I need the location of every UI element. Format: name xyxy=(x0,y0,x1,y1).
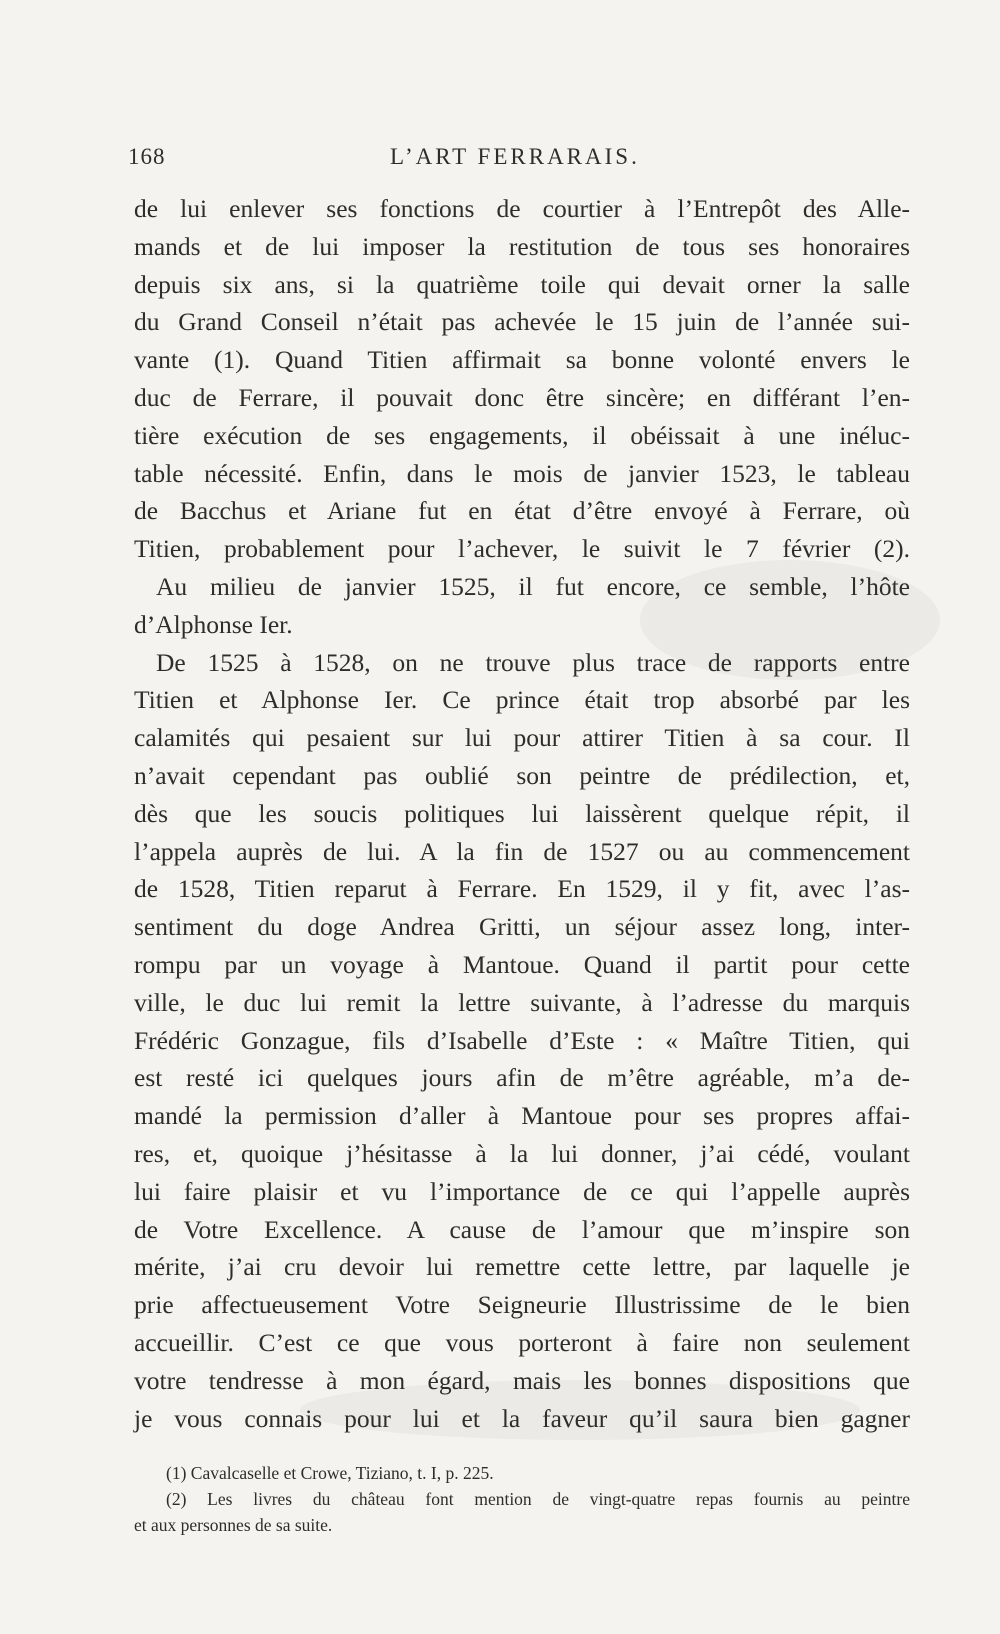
text-line: sentiment du doge Andrea Gritti, un séjour assez long, inter- xyxy=(134,912,910,942)
page-header xyxy=(128,144,892,174)
footnotes xyxy=(134,1460,910,1538)
text-line: tière exécution de ses engagements, il obéissait à une inéluc- xyxy=(134,420,910,450)
text-line: mandé la permission d’aller à Mantoue pour ses propres affai- xyxy=(134,1101,910,1131)
text-line: duc de Ferrare, il pouvait donc être sincère; en différant l’en- xyxy=(134,382,910,412)
footnote-1: (1) Cavalcaselle et Crowe, Tiziano, t. I, p. 225. xyxy=(166,1463,494,1483)
text-line: calamités qui pesaient sur lui pour attirer Titien à sa cour. Il xyxy=(134,723,910,753)
footnote-2: (2) Les livres du château font mention de vingt-quatre repas fournis au peintre xyxy=(166,1489,910,1509)
text-line: prie affectueusement Votre Seigneurie Illustrissime de le bien xyxy=(134,1290,910,1320)
text-line: n’avait cependant pas oublié son peintre de prédilection, et, xyxy=(134,760,910,790)
text-line: depuis six ans, si la quatrième toile qui devait orner la salle xyxy=(134,269,910,299)
text-line: je vous connais pour lui et la faveur qu’il saura bien gagner xyxy=(134,1403,910,1433)
text-line: ville, le duc lui remit la lettre suivante, à l’adresse du marquis xyxy=(134,987,910,1017)
text-line: lui faire plaisir et vu l’importance de ce qui l’appelle auprès xyxy=(134,1176,910,1206)
page-number: 168 xyxy=(128,144,166,169)
body-text xyxy=(134,190,910,1437)
text-line: De 1525 à 1528, on ne trouve plus trace de rapports entre xyxy=(156,647,910,677)
text-line: rompu par un voyage à Mantoue. Quand il partit pour cette xyxy=(134,949,910,979)
text-line: Titien, probablement pour l’achever, le suivit le 7 février (2). xyxy=(134,534,910,564)
text-line: dès que les soucis politiques lui laissèrent quelque répit, il xyxy=(134,798,910,828)
text-line: Au milieu de janvier 1525, il fut encore, ce semble, l’hôte xyxy=(156,571,910,601)
text-line: res, et, quoique j’hésitasse à la lui donner, j’ai cédé, voulant xyxy=(134,1138,910,1168)
text-line: d’Alphonse Ier. xyxy=(134,609,293,639)
text-line: est resté ici quelques jours afin de m’être agréable, m’a de- xyxy=(134,1063,910,1093)
text-line: de Votre Excellence. A cause de l’amour que m’inspire son xyxy=(134,1214,910,1244)
text-line: accueillir. C’est ce que vous porteront à faire non seulement xyxy=(134,1327,910,1357)
text-line: Frédéric Gonzague, fils d’Isabelle d’Este : « Maître Titien, qui xyxy=(134,1025,910,1055)
text-line: mérite, j’ai cru devoir lui remettre cette lettre, par laquelle je xyxy=(134,1252,910,1282)
text-line: l’appela auprès de lui. A la fin de 1527 ou au commencement xyxy=(134,836,910,866)
text-line: vante (1). Quand Titien affirmait sa bonne volonté envers le xyxy=(134,345,910,375)
text-line: de Bacchus et Ariane fut en état d’être envoyé à Ferrare, où xyxy=(134,496,910,526)
text-line: Titien et Alphonse Ier. Ce prince était trop absorbé par les xyxy=(134,685,910,715)
running-title: L’ART FERRARAIS. xyxy=(390,144,640,169)
text-line: votre tendresse à mon égard, mais les bonnes dispositions que xyxy=(134,1365,910,1395)
text-line: table nécessité. Enfin, dans le mois de janvier 1523, le tableau xyxy=(134,458,910,488)
text-line: du Grand Conseil n’était pas achevée le 15 juin de l’année sui- xyxy=(134,307,910,337)
text-line: de lui enlever ses fonctions de courtier à l’Entrepôt des Alle- xyxy=(134,194,910,223)
text-line: de 1528, Titien reparut à Ferrare. En 1529, il y fit, avec l’as- xyxy=(134,874,910,904)
footnote-2-continued: et aux personnes de sa suite. xyxy=(134,1515,333,1535)
text-line: mands et de lui imposer la restitution de tous ses honoraires xyxy=(134,231,910,261)
